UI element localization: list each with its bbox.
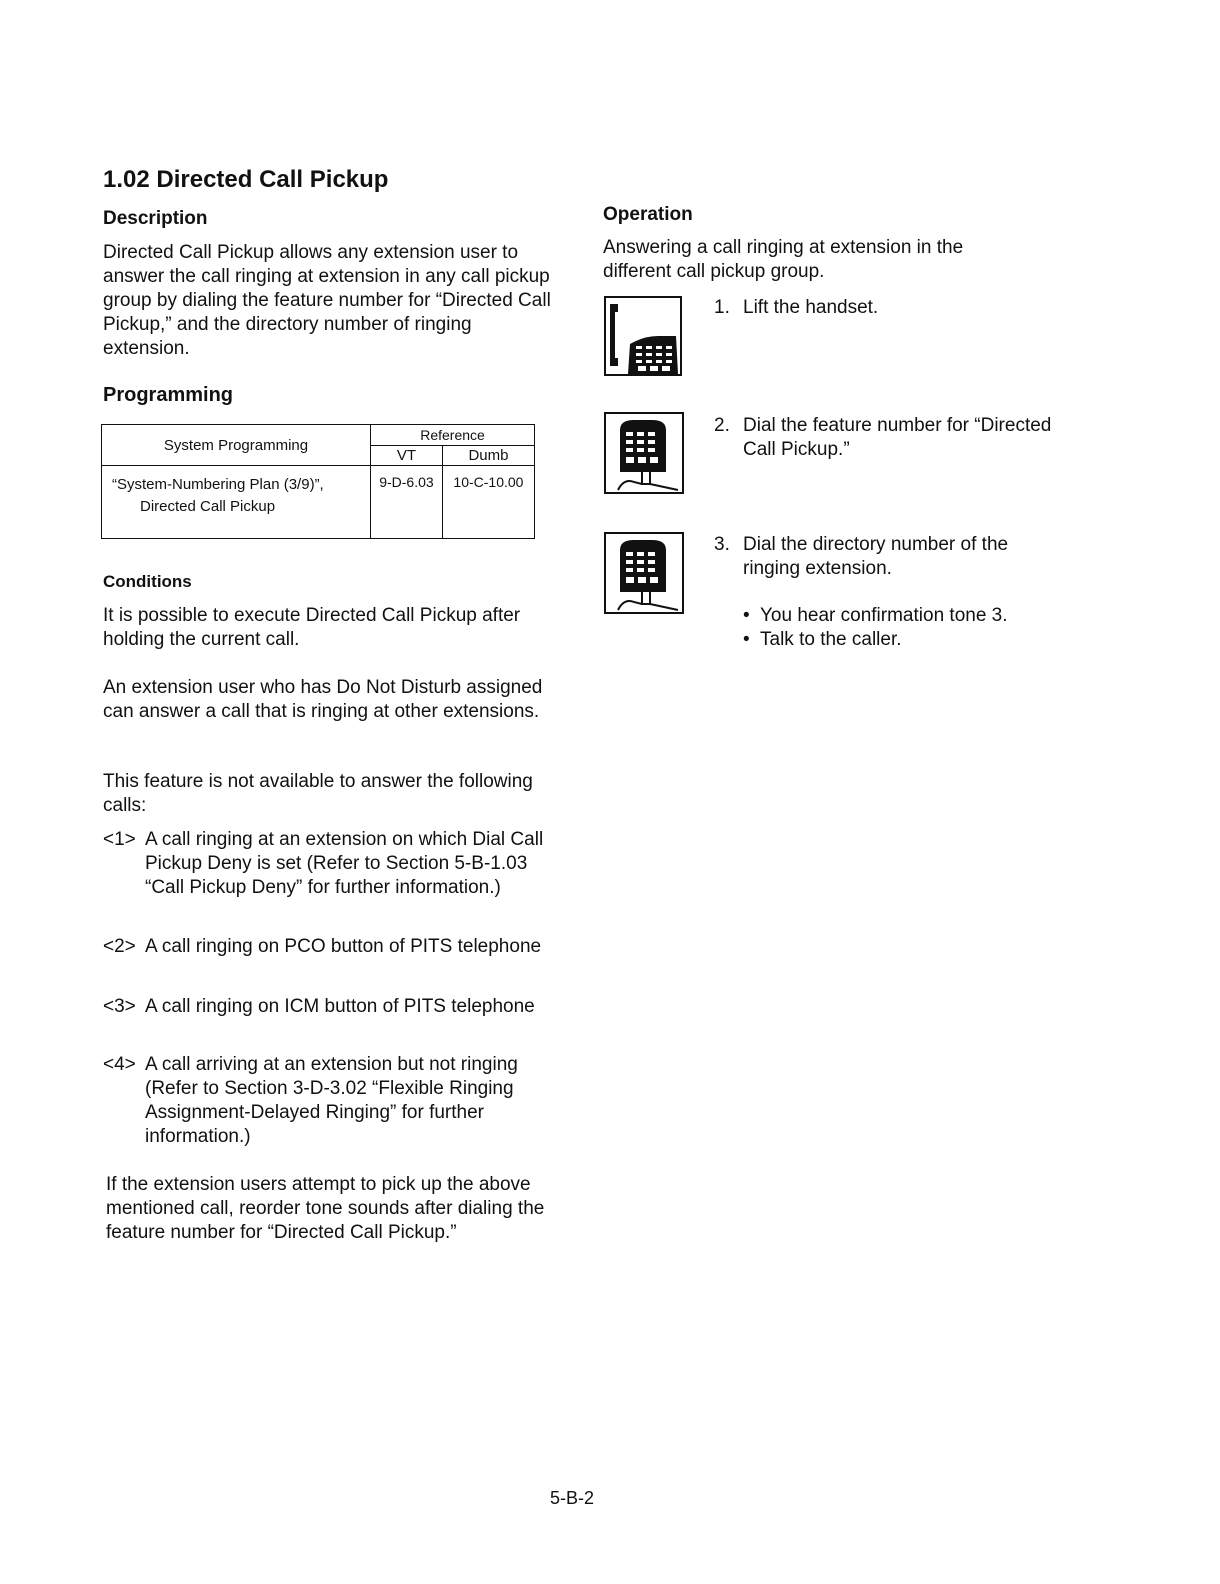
condition-item (103, 828, 553, 900)
list-item: • Talk to the caller. (743, 628, 1063, 652)
handset-lift-icon (604, 296, 682, 376)
programming-reference-table (101, 424, 535, 539)
operation-intro: Answering a call ringing at extension in the different call pickup group. (603, 237, 964, 282)
description-heading: Description (103, 208, 208, 229)
condition-item (103, 995, 553, 1019)
table-row (102, 466, 535, 539)
step-number: 1. (714, 297, 730, 318)
conditions-paragraph: It is possible to execute Directed Call Pickup after holding the current call. (103, 605, 521, 650)
condition-item-number: <2> (103, 936, 136, 957)
step-text: Dial the directory number of the ringing extension. (743, 534, 1009, 579)
condition-item (103, 1053, 553, 1149)
condition-item-text: A call ringing on ICM button of PITS telephone (145, 996, 535, 1017)
dial-keypad-icon (604, 412, 682, 494)
operation-step (714, 414, 1054, 462)
col-dumb: Dumb (442, 445, 534, 466)
condition-item-text: A call arriving at an extension but not ringing (Refer to Section 3-D-3.02 “Flexible Ringing Assignment-Delayed Ringing” for further information.) (145, 1054, 518, 1147)
programming-heading: Programming (103, 384, 234, 406)
step-bullet-list (743, 604, 1063, 652)
program-item-line2: Directed Call Pickup (140, 498, 276, 515)
conditions-paragraph: If the extension users attempt to pick up the above mentioned call, reorder tone sounds after dialing the feature number for “Directed Call Pickup.” (106, 1174, 545, 1243)
dumb-reference: 10-C-10.00 (442, 466, 534, 539)
program-item-line1: “System-Numbering Plan (3/9)”, (112, 476, 324, 493)
conditions-paragraph: This feature is not available to answer the following calls: (103, 771, 533, 816)
page-number: 5-B-2 (550, 1488, 595, 1508)
program-item-cell (102, 466, 371, 539)
dial-keypad-icon (604, 532, 682, 614)
operation-heading: Operation (603, 204, 693, 225)
operation-step (714, 296, 1054, 320)
list-item: • You hear confirmation tone 3. (743, 604, 1063, 628)
operation-step (714, 533, 1054, 581)
section-title: 1.02 Directed Call Pickup (103, 166, 389, 193)
vt-reference: 9-D-6.03 (371, 466, 443, 539)
step-number: 3. (714, 534, 730, 555)
description-text: Directed Call Pickup allows any extension user to answer the call ringing at extension in any call pickup group by dialing the feature number for “Directed Call Pickup,” and the directory number of ringing extension. (103, 242, 551, 359)
step-text: Lift the handset. (743, 297, 879, 318)
col-system-programming: System Programming (102, 425, 371, 466)
condition-item-number: <4> (103, 1054, 136, 1075)
condition-item (103, 935, 553, 959)
condition-item-number: <3> (103, 996, 136, 1017)
step-number: 2. (714, 415, 730, 436)
condition-item-text: A call ringing on PCO button of PITS telephone (145, 936, 542, 957)
condition-item-text: A call ringing at an extension on which Dial Call Pickup Deny is set (Refer to Section 5-B-1.03 “Call Pickup Deny” for further information.) (145, 829, 544, 898)
step-text: Dial the feature number for “Directed Call Pickup.” (743, 415, 1052, 460)
col-vt: VT (371, 445, 443, 466)
col-reference: Reference (371, 425, 535, 446)
conditions-paragraph: An extension user who has Do Not Disturb assigned can answer a call that is ringing at other extensions. (103, 677, 543, 722)
condition-item-number: <1> (103, 829, 136, 850)
conditions-heading: Conditions (103, 572, 192, 591)
